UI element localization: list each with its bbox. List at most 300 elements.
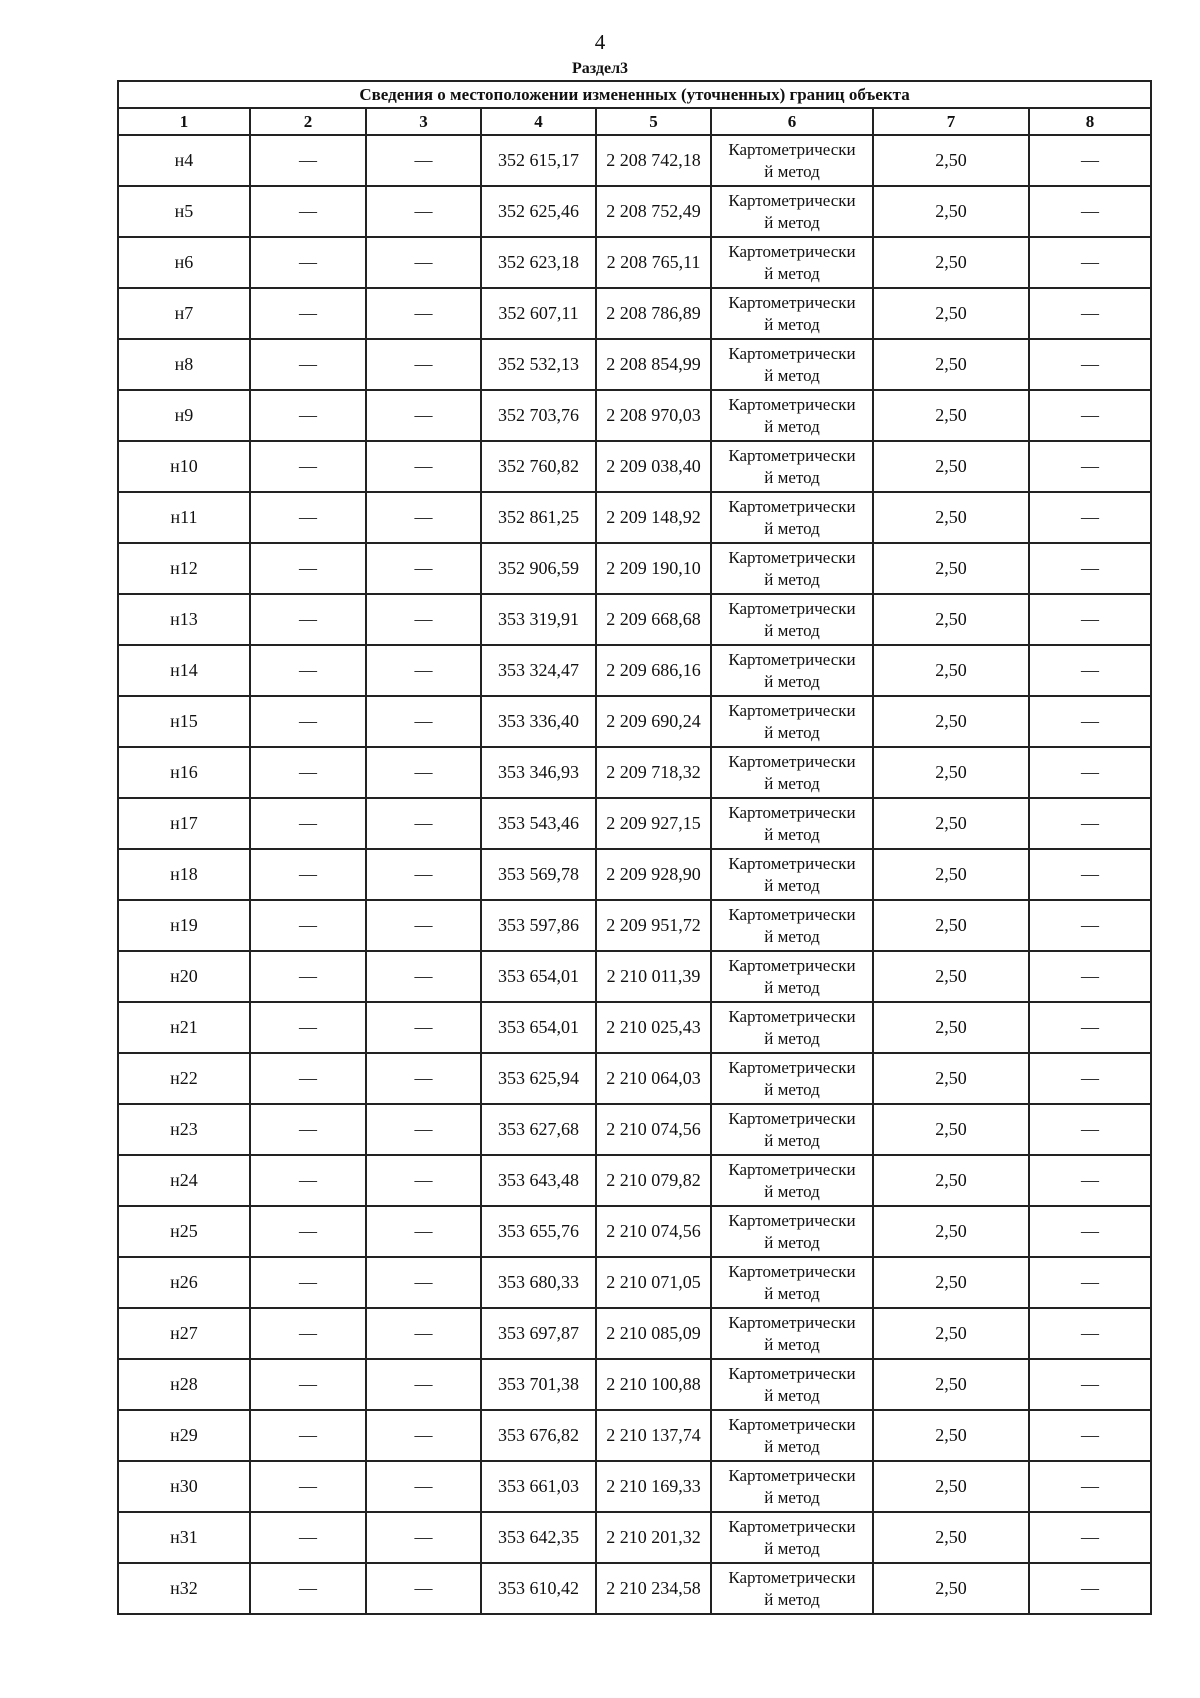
method-text-line-1: Картометрически: [728, 955, 856, 975]
accuracy-cell: 2,50: [873, 1512, 1029, 1563]
empty-dash-cell: —: [250, 492, 366, 543]
accuracy-cell: 2,50: [873, 1563, 1029, 1614]
method-text-line-2: й метод: [764, 161, 820, 181]
empty-dash-cell: —: [366, 1257, 481, 1308]
table-row: [118, 1104, 1151, 1155]
empty-dash-cell: —: [1029, 1002, 1151, 1053]
empty-dash-cell: —: [366, 543, 481, 594]
method-text-line-1: Картометрически: [728, 1567, 856, 1587]
empty-dash-cell: —: [250, 1206, 366, 1257]
method-text-line-1: Картометрически: [728, 394, 856, 414]
empty-dash-cell: —: [250, 390, 366, 441]
coordinate-y-cell: 2 210 079,82: [596, 1155, 711, 1206]
table-row: [118, 492, 1151, 543]
empty-dash-cell: —: [250, 1512, 366, 1563]
page-number: 4: [594, 30, 606, 54]
empty-dash-cell: —: [1029, 849, 1151, 900]
empty-dash-cell: —: [250, 798, 366, 849]
accuracy-cell: 2,50: [873, 339, 1029, 390]
table-row: [118, 951, 1151, 1002]
method-text-line-1: Картометрически: [728, 1414, 856, 1434]
method-text-line-2: й метод: [764, 518, 820, 538]
method-cell: [711, 186, 873, 237]
empty-dash-cell: —: [366, 1563, 481, 1614]
method-text-line-1: Картометрически: [728, 751, 856, 771]
coordinate-x-cell: 352 623,18: [481, 237, 596, 288]
method-cell: [711, 1461, 873, 1512]
point-name-cell: н32: [118, 1563, 250, 1614]
method-text-line-2: й метод: [764, 1436, 820, 1456]
coordinate-x-cell: 352 861,25: [481, 492, 596, 543]
method-text-line-2: й метод: [764, 1283, 820, 1303]
empty-dash-cell: —: [366, 747, 481, 798]
method-text-line-1: Картометрически: [728, 1261, 856, 1281]
point-name-cell: н30: [118, 1461, 250, 1512]
accuracy-cell: 2,50: [873, 390, 1029, 441]
coordinate-x-cell: 352 607,11: [481, 288, 596, 339]
method-text-line-2: й метод: [764, 1334, 820, 1354]
empty-dash-cell: —: [250, 1053, 366, 1104]
method-cell: [711, 696, 873, 747]
method-cell: [711, 1104, 873, 1155]
table-row: [118, 696, 1151, 747]
empty-dash-cell: —: [1029, 696, 1151, 747]
method-text-line-2: й метод: [764, 824, 820, 844]
empty-dash-cell: —: [1029, 135, 1151, 186]
accuracy-cell: 2,50: [873, 1206, 1029, 1257]
accuracy-cell: 2,50: [873, 441, 1029, 492]
method-text-line-1: Картометрически: [728, 139, 856, 159]
table-row: [118, 237, 1151, 288]
method-text-line-1: Картометрически: [728, 496, 856, 516]
method-cell: [711, 135, 873, 186]
empty-dash-cell: —: [250, 1461, 366, 1512]
coordinate-y-cell: 2 209 927,15: [596, 798, 711, 849]
empty-dash-cell: —: [1029, 1053, 1151, 1104]
accuracy-cell: 2,50: [873, 1257, 1029, 1308]
coordinate-x-cell: 353 319,91: [481, 594, 596, 645]
method-text-line-1: Картометрически: [728, 1210, 856, 1230]
point-name-cell: н26: [118, 1257, 250, 1308]
table-row: [118, 1155, 1151, 1206]
coordinate-x-cell: 353 543,46: [481, 798, 596, 849]
empty-dash-cell: —: [1029, 1308, 1151, 1359]
column-number-5: 5: [596, 108, 711, 135]
method-text-line-1: Картометрически: [728, 241, 856, 261]
method-text-line-1: Картометрически: [728, 1108, 856, 1128]
method-text-line-2: й метод: [764, 722, 820, 742]
coordinate-x-cell: 353 324,47: [481, 645, 596, 696]
table-row: [118, 900, 1151, 951]
table-row: [118, 798, 1151, 849]
method-cell: [711, 900, 873, 951]
coordinate-x-cell: 352 532,13: [481, 339, 596, 390]
empty-dash-cell: —: [1029, 1461, 1151, 1512]
point-name-cell: н7: [118, 288, 250, 339]
method-text-line-1: Картометрически: [728, 649, 856, 669]
method-text-line-2: й метод: [764, 1589, 820, 1609]
method-text-line-1: Картометрически: [728, 190, 856, 210]
coordinate-y-cell: 2 208 742,18: [596, 135, 711, 186]
coordinate-y-cell: 2 210 137,74: [596, 1410, 711, 1461]
method-text-line-2: й метод: [764, 467, 820, 487]
empty-dash-cell: —: [366, 492, 481, 543]
point-name-cell: н27: [118, 1308, 250, 1359]
table-row: [118, 135, 1151, 186]
empty-dash-cell: —: [250, 747, 366, 798]
point-name-cell: н11: [118, 492, 250, 543]
coordinate-y-cell: 2 210 201,32: [596, 1512, 711, 1563]
method-cell: [711, 645, 873, 696]
accuracy-cell: 2,50: [873, 1155, 1029, 1206]
empty-dash-cell: —: [250, 594, 366, 645]
empty-dash-cell: —: [1029, 288, 1151, 339]
method-cell: [711, 1053, 873, 1104]
coordinate-y-cell: 2 210 071,05: [596, 1257, 711, 1308]
point-name-cell: н14: [118, 645, 250, 696]
column-number-3: 3: [366, 108, 481, 135]
table-row: [118, 441, 1151, 492]
method-text-line-2: й метод: [764, 1079, 820, 1099]
point-name-cell: н13: [118, 594, 250, 645]
empty-dash-cell: —: [366, 441, 481, 492]
coordinate-x-cell: 352 615,17: [481, 135, 596, 186]
method-cell: [711, 1563, 873, 1614]
empty-dash-cell: —: [366, 696, 481, 747]
empty-dash-cell: —: [250, 1104, 366, 1155]
point-name-cell: н15: [118, 696, 250, 747]
method-text-line-2: й метод: [764, 977, 820, 997]
coordinate-x-cell: 353 697,87: [481, 1308, 596, 1359]
accuracy-cell: 2,50: [873, 1308, 1029, 1359]
method-cell: [711, 1512, 873, 1563]
empty-dash-cell: —: [250, 339, 366, 390]
empty-dash-cell: —: [366, 900, 481, 951]
point-name-cell: н24: [118, 1155, 250, 1206]
method-text-line-1: Картометрически: [728, 1159, 856, 1179]
method-text-line-1: Картометрически: [728, 598, 856, 618]
accuracy-cell: 2,50: [873, 1410, 1029, 1461]
empty-dash-cell: —: [1029, 1512, 1151, 1563]
method-cell: [711, 339, 873, 390]
empty-dash-cell: —: [366, 849, 481, 900]
method-text-line-1: Картометрически: [728, 1465, 856, 1485]
column-number-row: [118, 108, 1151, 135]
empty-dash-cell: —: [366, 1155, 481, 1206]
empty-dash-cell: —: [250, 237, 366, 288]
method-text-line-1: Картометрически: [728, 700, 856, 720]
coordinate-x-cell: 353 676,82: [481, 1410, 596, 1461]
method-text-line-1: Картометрически: [728, 343, 856, 363]
accuracy-cell: 2,50: [873, 1053, 1029, 1104]
table-caption-row: [118, 81, 1151, 108]
table-row: [118, 339, 1151, 390]
empty-dash-cell: —: [1029, 645, 1151, 696]
accuracy-cell: 2,50: [873, 237, 1029, 288]
empty-dash-cell: —: [366, 1410, 481, 1461]
coordinate-x-cell: 353 597,86: [481, 900, 596, 951]
coordinate-x-cell: 352 703,76: [481, 390, 596, 441]
empty-dash-cell: —: [250, 441, 366, 492]
method-text-line-1: Картометрически: [728, 802, 856, 822]
table-caption: Сведения о местоположении измененных (уточненных) границ объекта: [118, 81, 1151, 108]
point-name-cell: н28: [118, 1359, 250, 1410]
coordinate-x-cell: 353 610,42: [481, 1563, 596, 1614]
method-text-line-1: Картометрически: [728, 445, 856, 465]
empty-dash-cell: —: [366, 1104, 481, 1155]
coordinate-y-cell: 2 209 951,72: [596, 900, 711, 951]
empty-dash-cell: —: [1029, 1257, 1151, 1308]
method-text-line-2: й метод: [764, 1385, 820, 1405]
method-cell: [711, 747, 873, 798]
accuracy-cell: 2,50: [873, 900, 1029, 951]
coordinate-x-cell: 353 336,40: [481, 696, 596, 747]
empty-dash-cell: —: [366, 594, 481, 645]
column-number-6: 6: [711, 108, 873, 135]
coordinate-x-cell: 353 643,48: [481, 1155, 596, 1206]
method-text-line-1: Картометрически: [728, 853, 856, 873]
coordinate-y-cell: 2 208 786,89: [596, 288, 711, 339]
coordinate-y-cell: 2 209 928,90: [596, 849, 711, 900]
empty-dash-cell: —: [1029, 390, 1151, 441]
accuracy-cell: 2,50: [873, 696, 1029, 747]
accuracy-cell: 2,50: [873, 492, 1029, 543]
coordinate-y-cell: 2 209 686,16: [596, 645, 711, 696]
method-cell: [711, 951, 873, 1002]
coordinate-x-cell: 353 642,35: [481, 1512, 596, 1563]
point-name-cell: н16: [118, 747, 250, 798]
method-cell: [711, 441, 873, 492]
coordinate-x-cell: 352 760,82: [481, 441, 596, 492]
empty-dash-cell: —: [250, 135, 366, 186]
point-name-cell: н21: [118, 1002, 250, 1053]
point-name-cell: н25: [118, 1206, 250, 1257]
coordinate-y-cell: 2 210 074,56: [596, 1104, 711, 1155]
boundary-coordinates-table: [117, 80, 1152, 1615]
method-text-line-2: й метод: [764, 212, 820, 232]
accuracy-cell: 2,50: [873, 186, 1029, 237]
method-cell: [711, 798, 873, 849]
empty-dash-cell: —: [1029, 1155, 1151, 1206]
method-text-line-2: й метод: [764, 263, 820, 283]
empty-dash-cell: —: [366, 1002, 481, 1053]
table-row: [118, 186, 1151, 237]
method-cell: [711, 1155, 873, 1206]
coordinate-y-cell: 2 210 234,58: [596, 1563, 711, 1614]
accuracy-cell: 2,50: [873, 1461, 1029, 1512]
empty-dash-cell: —: [250, 288, 366, 339]
table-row: [118, 747, 1151, 798]
coordinate-y-cell: 2 208 854,99: [596, 339, 711, 390]
coordinate-y-cell: 2 208 970,03: [596, 390, 711, 441]
coordinate-x-cell: 353 661,03: [481, 1461, 596, 1512]
method-cell: [711, 1206, 873, 1257]
table-row: [118, 390, 1151, 441]
column-number-2: 2: [250, 108, 366, 135]
empty-dash-cell: —: [1029, 441, 1151, 492]
table-row: [118, 1053, 1151, 1104]
empty-dash-cell: —: [250, 900, 366, 951]
method-cell: [711, 1308, 873, 1359]
method-cell: [711, 390, 873, 441]
table-row: [118, 849, 1151, 900]
coordinate-y-cell: 2 210 169,33: [596, 1461, 711, 1512]
empty-dash-cell: —: [250, 186, 366, 237]
empty-dash-cell: —: [250, 1155, 366, 1206]
column-number-8: 8: [1029, 108, 1151, 135]
empty-dash-cell: —: [366, 390, 481, 441]
accuracy-cell: 2,50: [873, 135, 1029, 186]
method-text-line-1: Картометрически: [728, 904, 856, 924]
method-text-line-1: Картометрически: [728, 292, 856, 312]
method-text-line-1: Картометрически: [728, 1057, 856, 1077]
table-row: [118, 645, 1151, 696]
section-title: Раздел3: [571, 60, 629, 77]
coordinate-x-cell: 353 654,01: [481, 1002, 596, 1053]
method-text-line-2: й метод: [764, 875, 820, 895]
empty-dash-cell: —: [366, 339, 481, 390]
table-row: [118, 1002, 1151, 1053]
coordinate-y-cell: 2 209 148,92: [596, 492, 711, 543]
point-name-cell: н31: [118, 1512, 250, 1563]
accuracy-cell: 2,50: [873, 543, 1029, 594]
method-cell: [711, 849, 873, 900]
empty-dash-cell: —: [250, 1359, 366, 1410]
coordinate-y-cell: 2 209 668,68: [596, 594, 711, 645]
table-row: [118, 1257, 1151, 1308]
method-text-line-2: й метод: [764, 365, 820, 385]
coordinate-x-cell: 353 680,33: [481, 1257, 596, 1308]
table-row: [118, 1359, 1151, 1410]
empty-dash-cell: —: [250, 1257, 366, 1308]
method-cell: [711, 1410, 873, 1461]
coordinate-y-cell: 2 209 718,32: [596, 747, 711, 798]
method-text-line-1: Картометрически: [728, 1363, 856, 1383]
empty-dash-cell: —: [1029, 492, 1151, 543]
empty-dash-cell: —: [366, 186, 481, 237]
method-text-line-1: Картометрически: [728, 1312, 856, 1332]
accuracy-cell: 2,50: [873, 1359, 1029, 1410]
point-name-cell: н4: [118, 135, 250, 186]
coordinate-x-cell: 353 346,93: [481, 747, 596, 798]
empty-dash-cell: —: [366, 798, 481, 849]
table-body: [118, 135, 1151, 1614]
table-row: [118, 1461, 1151, 1512]
accuracy-cell: 2,50: [873, 747, 1029, 798]
column-number-1: 1: [118, 108, 250, 135]
point-name-cell: н12: [118, 543, 250, 594]
method-cell: [711, 1359, 873, 1410]
accuracy-cell: 2,50: [873, 951, 1029, 1002]
empty-dash-cell: —: [366, 1359, 481, 1410]
coordinate-y-cell: 2 210 064,03: [596, 1053, 711, 1104]
empty-dash-cell: —: [366, 1053, 481, 1104]
method-text-line-2: й метод: [764, 671, 820, 691]
empty-dash-cell: —: [1029, 1563, 1151, 1614]
empty-dash-cell: —: [250, 696, 366, 747]
coordinate-y-cell: 2 209 190,10: [596, 543, 711, 594]
coordinate-x-cell: 353 627,68: [481, 1104, 596, 1155]
point-name-cell: н29: [118, 1410, 250, 1461]
accuracy-cell: 2,50: [873, 1002, 1029, 1053]
method-text-line-2: й метод: [764, 1232, 820, 1252]
empty-dash-cell: —: [250, 1563, 366, 1614]
coordinate-x-cell: 352 625,46: [481, 186, 596, 237]
coordinate-y-cell: 2 210 011,39: [596, 951, 711, 1002]
point-name-cell: н20: [118, 951, 250, 1002]
empty-dash-cell: —: [1029, 951, 1151, 1002]
coordinate-y-cell: 2 210 085,09: [596, 1308, 711, 1359]
point-name-cell: н5: [118, 186, 250, 237]
method-text-line-1: Картометрически: [728, 1006, 856, 1026]
empty-dash-cell: —: [1029, 1359, 1151, 1410]
empty-dash-cell: —: [1029, 339, 1151, 390]
empty-dash-cell: —: [1029, 543, 1151, 594]
method-cell: [711, 594, 873, 645]
empty-dash-cell: —: [250, 1308, 366, 1359]
accuracy-cell: 2,50: [873, 288, 1029, 339]
empty-dash-cell: —: [1029, 900, 1151, 951]
table-row: [118, 1206, 1151, 1257]
method-cell: [711, 1002, 873, 1053]
column-number-7: 7: [873, 108, 1029, 135]
table-row: [118, 288, 1151, 339]
method-text-line-2: й метод: [764, 1538, 820, 1558]
point-name-cell: н19: [118, 900, 250, 951]
coordinate-y-cell: 2 210 100,88: [596, 1359, 711, 1410]
method-text-line-2: й метод: [764, 569, 820, 589]
accuracy-cell: 2,50: [873, 849, 1029, 900]
coordinate-y-cell: 2 208 752,49: [596, 186, 711, 237]
method-cell: [711, 237, 873, 288]
coordinate-y-cell: 2 210 025,43: [596, 1002, 711, 1053]
empty-dash-cell: —: [1029, 1206, 1151, 1257]
table-row: [118, 1563, 1151, 1614]
method-text-line-2: й метод: [764, 1181, 820, 1201]
empty-dash-cell: —: [1029, 798, 1151, 849]
method-text-line-2: й метод: [764, 773, 820, 793]
empty-dash-cell: —: [250, 849, 366, 900]
empty-dash-cell: —: [1029, 747, 1151, 798]
method-text-line-2: й метод: [764, 416, 820, 436]
empty-dash-cell: —: [250, 645, 366, 696]
empty-dash-cell: —: [1029, 1104, 1151, 1155]
method-text-line-2: й метод: [764, 1487, 820, 1507]
empty-dash-cell: —: [1029, 186, 1151, 237]
point-name-cell: н18: [118, 849, 250, 900]
method-text-line-1: Картометрически: [728, 1516, 856, 1536]
point-name-cell: н22: [118, 1053, 250, 1104]
point-name-cell: н10: [118, 441, 250, 492]
empty-dash-cell: —: [366, 951, 481, 1002]
method-text-line-2: й метод: [764, 1130, 820, 1150]
coordinate-x-cell: 352 906,59: [481, 543, 596, 594]
empty-dash-cell: —: [366, 645, 481, 696]
method-cell: [711, 1257, 873, 1308]
coordinate-x-cell: 353 701,38: [481, 1359, 596, 1410]
empty-dash-cell: —: [366, 237, 481, 288]
method-cell: [711, 288, 873, 339]
empty-dash-cell: —: [366, 1461, 481, 1512]
empty-dash-cell: —: [250, 951, 366, 1002]
coordinate-x-cell: 353 654,01: [481, 951, 596, 1002]
coordinate-x-cell: 353 655,76: [481, 1206, 596, 1257]
coordinate-y-cell: 2 209 038,40: [596, 441, 711, 492]
empty-dash-cell: —: [366, 1512, 481, 1563]
table-row: [118, 594, 1151, 645]
point-name-cell: н17: [118, 798, 250, 849]
accuracy-cell: 2,50: [873, 1104, 1029, 1155]
